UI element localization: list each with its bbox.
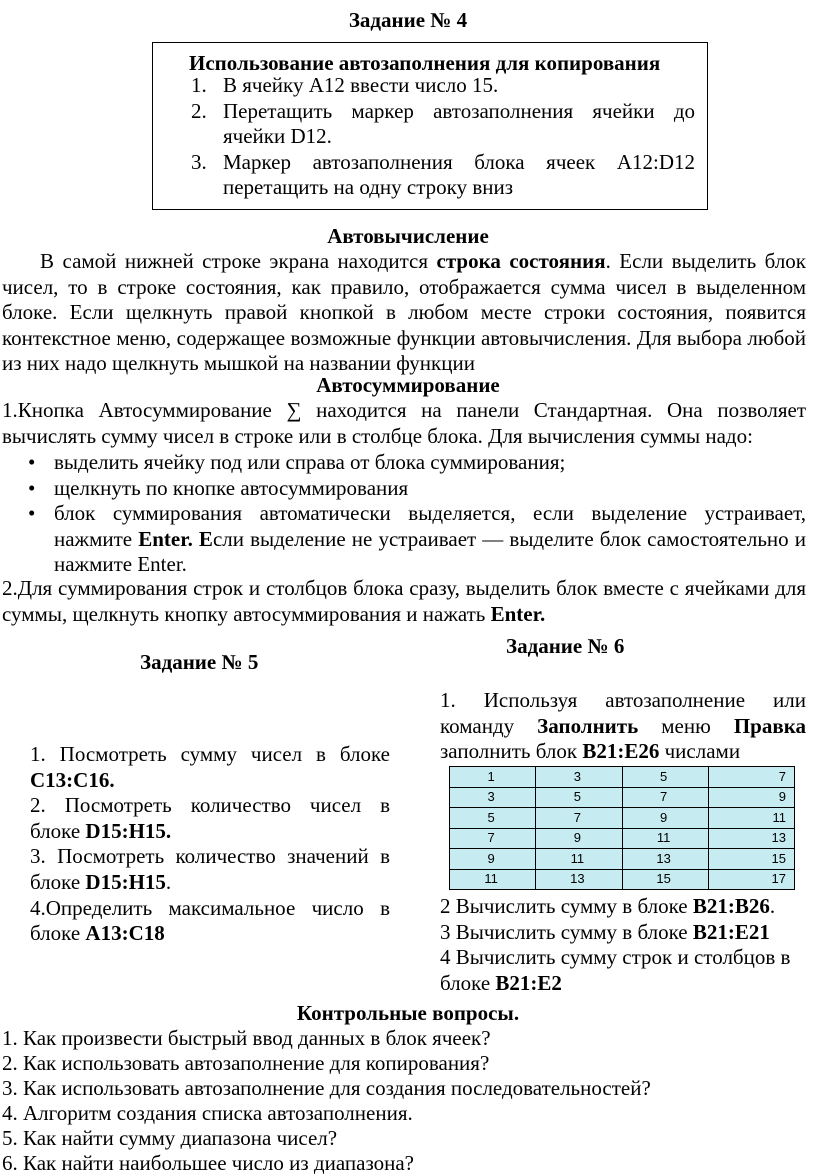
task6-text: заполнить блок [440, 739, 583, 764]
task6-item-text: 4 Вычислить сумму строк и столбцов в блоке [440, 945, 791, 995]
task5-item [30, 793, 390, 844]
autosum-heading: Автосуммирование [316, 373, 500, 397]
table-cell: 3 [536, 767, 622, 788]
task6-item-text: 2 Вычислить сумму в блоке [440, 894, 693, 918]
table-cell: 7 [450, 828, 536, 849]
table-cell: 7 [708, 767, 794, 788]
task5-item [30, 742, 390, 793]
question-item: 5. Как найти сумму диапазона чисел? [2, 1126, 338, 1150]
task4-step [171, 150, 695, 201]
bullet-icon: • [28, 501, 36, 526]
task5-item-range: А13:С18 [85, 921, 165, 946]
task6-item-range: В21:Е21 [692, 919, 770, 944]
autosum-paragraph-1 [2, 398, 806, 449]
questions-heading: Контрольные вопросы. [296, 1001, 520, 1025]
autosum-p2-a: 2.Для суммирования строк и столбцов блока сразу, выделить блок вместе с ячейками для суммы, щелкнуть кнопку автосуммирования и нажать [2, 576, 806, 626]
task5-item [30, 844, 390, 895]
autosum-paragraph-2 [2, 576, 806, 627]
table-cell: 17 [708, 869, 794, 890]
task6-range: В21:Е26 [582, 739, 660, 764]
table-cell: 13 [536, 869, 622, 890]
autocalc-text-b: . Если выделить блок чисел, то в строке состояния, как правило, отображается сумма чисел в выделенном блоке. Если щелкнуть правой кнопкой в любом месте строки состояния, появится контекстное меню, содержащее возможные функции автовычисления. Для выбора любой из них надо щелкнуть мышкой на названии функции [2, 249, 806, 376]
sigma-icon: ∑ [286, 398, 302, 422]
list-item-text-b: сли выделение не устраивает — выделите блок самостоятельно и нажмите Enter. [54, 526, 806, 577]
task6-item-range: В21:В26 [692, 894, 770, 918]
list-item [2, 476, 806, 502]
table-cell: 5 [450, 808, 536, 829]
task5-item-text: 4.Определить максимальное число в блоке [30, 895, 390, 946]
autosum-bullet-list [2, 450, 806, 578]
task4-box [152, 42, 708, 210]
bullet-icon: • [28, 475, 36, 500]
table-row [450, 849, 795, 870]
table-cell: 1 [450, 767, 536, 788]
task5-item-text: 2. Посмотреть количество чисел в блоке [30, 793, 390, 843]
task6-items [440, 894, 806, 996]
table-cell: 9 [450, 849, 536, 870]
step-text-line: ячейки D12. [223, 124, 332, 149]
task4-steps [171, 73, 695, 201]
table-cell: 5 [622, 767, 708, 788]
step-text-line: перетащить на одну строку вниз [223, 175, 514, 200]
task4-title: Задание № 4 [348, 8, 468, 32]
table-row [450, 767, 795, 788]
question-item: 6. Как найти наибольшее число из диапазона? [2, 1151, 415, 1175]
task5-item [30, 896, 390, 947]
task4-box-title: Использование автозаполнения для копирования [189, 51, 661, 75]
task6-item-text: . [769, 894, 776, 918]
task6-text: 1. Используя автозаполнение или команду [440, 688, 806, 738]
table-cell: 3 [450, 787, 536, 808]
task6-item-range: В21:Е2 [495, 970, 562, 995]
question-item: 2. Как использовать автозаполнение для копирования? [2, 1051, 490, 1075]
list-item-text-a: блок суммирования автоматически выделяется, если выделение устраивает, нажмите [54, 501, 806, 551]
question-item: 4. Алгоритм создания списка автозаполнения. [2, 1101, 413, 1125]
table-cell: 15 [622, 869, 708, 890]
task4-step [171, 99, 695, 150]
question-item: 3. Как использовать автозаполнение для создания последовательностей? [2, 1076, 651, 1100]
table-cell: 11 [622, 828, 708, 849]
table-cell: 11 [450, 869, 536, 890]
step-text: В ячейку А12 ввести число 15. [223, 73, 499, 97]
autocalc-paragraph [2, 249, 806, 377]
table-cell: 11 [536, 849, 622, 870]
step-text-line: Маркер автозаполнения блока ячеек А12:D12 [223, 149, 695, 174]
table-cell: 9 [536, 828, 622, 849]
task6-item [440, 920, 806, 946]
task5-item-range: D15:H15 [85, 870, 166, 895]
step-number: 1. [191, 73, 207, 97]
task6-item-1 [440, 688, 806, 765]
question-item: 1. Как произвести быстрый ввод данных в блок ячеек? [2, 1026, 491, 1050]
task5-item-text: 3. Посмотреть количество значений в блоке [30, 844, 390, 895]
numbers-table [449, 766, 795, 890]
task5-body [30, 742, 390, 947]
bullet-icon: • [28, 450, 36, 474]
autocalc-heading: Автовычисление [327, 224, 489, 248]
list-item-text-bold: Enter. Е [138, 526, 213, 551]
task6-text: меню [638, 713, 734, 738]
list-item [2, 450, 806, 476]
table-row [450, 808, 795, 829]
task6-menu: Правка [733, 713, 806, 738]
autocalc-text-a: В самой нижней строке экрана находится [40, 249, 437, 273]
step-text [223, 99, 695, 150]
table-cell: 7 [622, 787, 708, 808]
task4-step [171, 73, 695, 99]
step-text-line: Перетащить маркер автозаполнения ячейки до [223, 98, 695, 123]
task6-title: Задание № 6 [506, 634, 625, 658]
table-cell: 9 [708, 787, 794, 808]
task5-item-range: С13:С16. [30, 767, 115, 792]
task5-item-range: D15:H15. [85, 818, 172, 843]
task5-item-text: . [165, 870, 172, 895]
task6-item-text: 3 Вычислить сумму в блоке [440, 919, 693, 944]
task5-title: Задание № 5 [140, 650, 259, 674]
autosum-p1-a: 1.Кнопка Автосуммирование [2, 398, 287, 422]
table-cell: 13 [622, 849, 708, 870]
task6-item [440, 945, 806, 996]
list-item-text: щелкнуть по кнопке автосуммирования [54, 475, 409, 500]
task5-item-text: 1. Посмотреть сумму чисел в блоке [30, 742, 390, 766]
table-row [450, 869, 795, 890]
task6-item [440, 894, 806, 920]
task6-text: числами [659, 739, 741, 764]
table-cell: 13 [708, 828, 794, 849]
step-text [223, 150, 695, 201]
questions-list [2, 1026, 812, 1176]
table-cell: 11 [708, 808, 794, 829]
table-row [450, 787, 795, 808]
list-item [2, 501, 806, 578]
table-cell: 7 [536, 808, 622, 829]
step-number: 2. [191, 98, 207, 123]
table-row [450, 828, 795, 849]
table-cell: 9 [622, 808, 708, 829]
task6-command: Заполнить [537, 713, 639, 738]
table-cell: 5 [536, 787, 622, 808]
autosum-p2-bold: Enter. [490, 601, 546, 626]
autosum-p1-b: находится на панели Стандартная. Она позволяет вычислять сумму чисел в строке или в столбце блока. Для вычисления суммы надо: [2, 398, 806, 448]
autocalc-text-bold: строка состояния [436, 249, 606, 273]
table-cell: 15 [708, 849, 794, 870]
list-item-text: выделить ячейку под или справа от блока суммирования; [54, 450, 566, 474]
step-number: 3. [191, 149, 207, 174]
